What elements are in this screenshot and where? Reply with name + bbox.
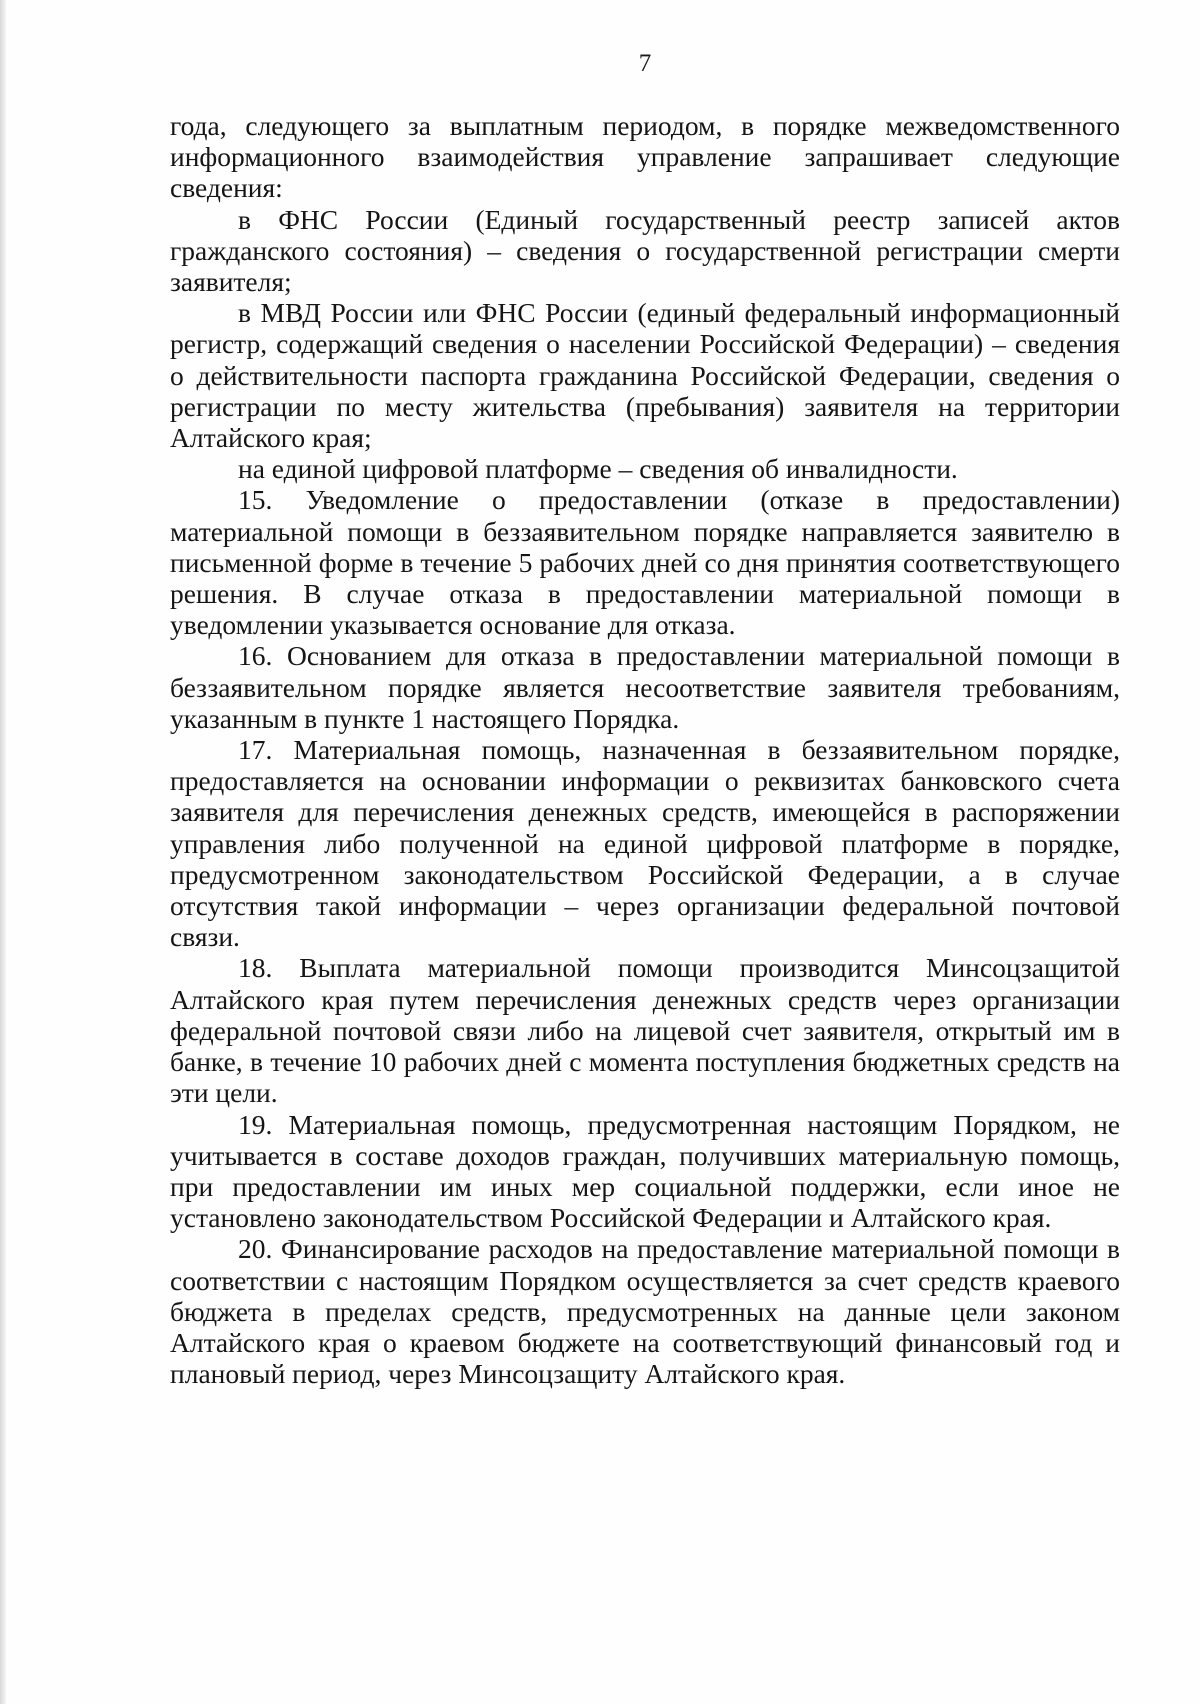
paragraph-18: 18. Выплата материальной помощи производится Минсоцзащитой Алтайского края путем перечисления денежных средств через организации федеральной почтовой связи либо на лицевой счет заявителя, открытый им в банке, в течение 10 рабочих дней с момента поступления бюджетных средств на эти цели. — [170, 952, 1120, 1109]
paragraph-fns-request: в ФНС России (Единый государственный реестр записей актов гражданского состояния) – сведения о государственной регистрации смерти заявителя; — [170, 203, 1120, 298]
paragraph-digital-platform: на единой цифровой платформе – сведения об инвалидности. — [238, 453, 958, 485]
paragraph-19: 19. Материальная помощь, предусмотренная настоящим Порядком, не учитывается в составе доходов граждан, получивших материальную помощь, при предоставлении им иных мер социальной поддержки, если иное не установлено законодательством Российской Федерации и Алтайского края. — [170, 1108, 1120, 1234]
paragraph-continuation: года, следующего за выплатным периодом, в порядке межведомственного информационного взаимодействия управление запрашивает следующие сведения: — [170, 110, 1120, 204]
paragraph-mvd-request: в МВД России или ФНС России (единый федеральный информационный регистр, содержащий сведения о населении Российской Федерации) – сведения о действительности паспорта гражданина Российской Федерации, сведения о регистрации по месту жительства (пребывания) заявителя на территории Алтайского края; — [170, 297, 1120, 454]
scan-edge-shadow — [0, 0, 6, 1704]
paragraph-16: 16. Основанием для отказа в предоставлении материальной помощи в беззаявительном порядке является несоответствие заявителя требованиям, указанным в пункте 1 настоящего Порядка. — [170, 640, 1120, 734]
paragraph-17: 17. Материальная помощь, назначенная в беззаявительном порядке, предоставляется на основании информации о реквизитах банковского счета заявителя для перечисления денежных средств, имеющейся в распоряжении управления либо полученной на единой цифровой платформе в порядке, предусмотренном законодательством Российской Федерации, а в случае отсутствия такой информации – через организации федеральной почтовой связи. — [170, 734, 1120, 953]
document-body — [170, 110, 1120, 1389]
page-number: 7 — [638, 50, 652, 77]
paragraph-15: 15. Уведомление о предоставлении (отказе в предоставлении) материальной помощи в беззаявительном порядке направляется заявителю в письменной форме в течение 5 рабочих дней со дня принятия соответствующего решения. В случае отказа в предоставлении материальной помощи в уведомлении указывается основание для отказа. — [170, 484, 1120, 641]
paragraph-20: 20. Финансирование расходов на предоставление материальной помощи в соответствии с настоящим Порядком осуществляется за счет средств краевого бюджета в пределах средств, предусмотренных на данные цели законом Алтайского края о краевом бюджете на соответствующий финансовый год и плановый период, через Минсоцзащиту Алтайского края. — [170, 1233, 1120, 1390]
